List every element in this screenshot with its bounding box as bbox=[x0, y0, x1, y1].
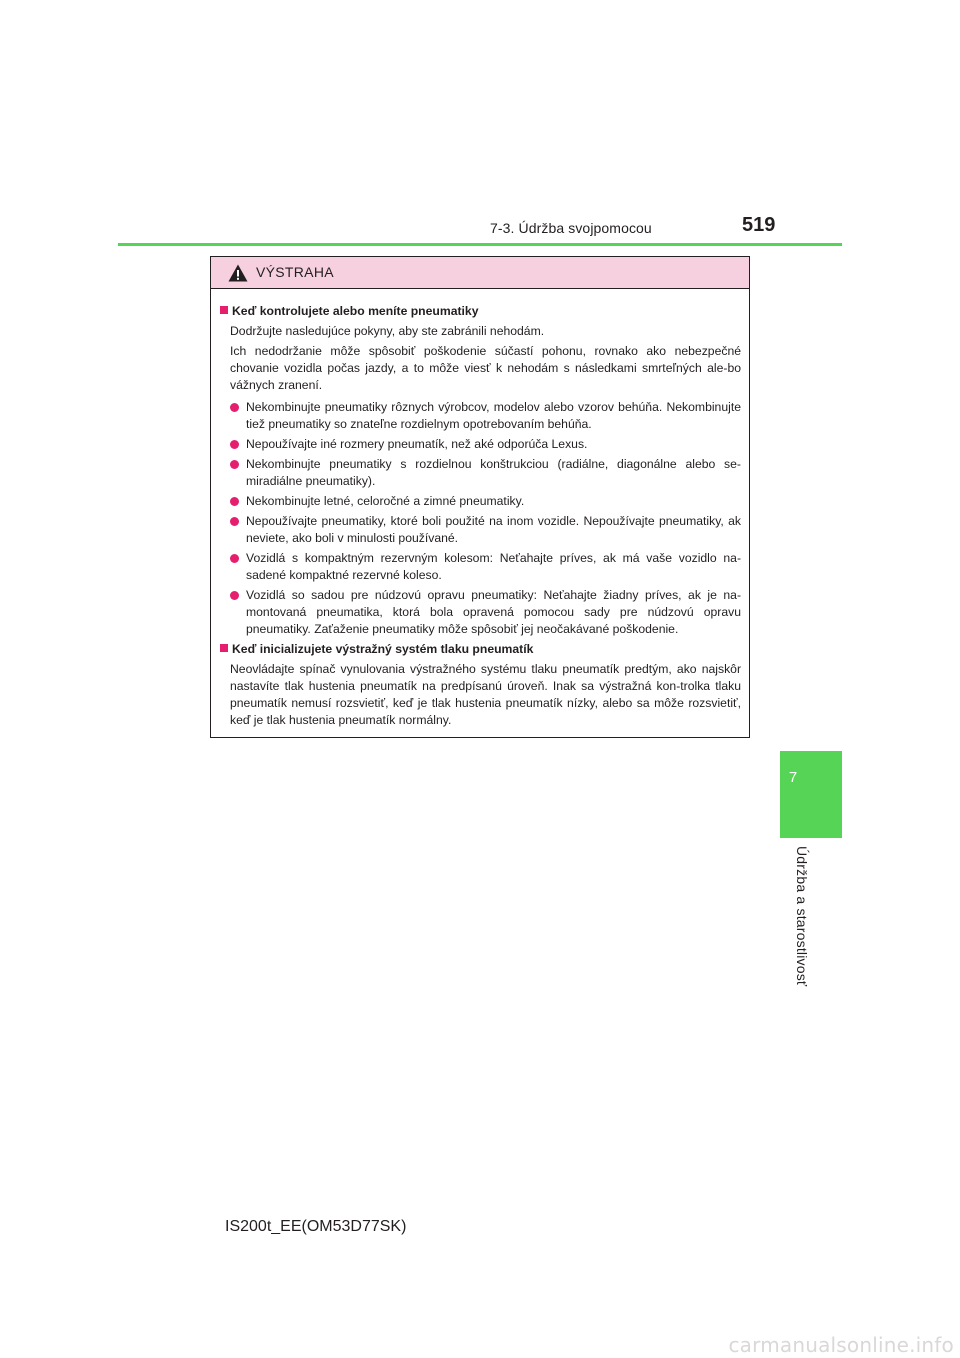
bullet-text: Nepoužívajte pneumatiky, ktoré boli použité na inom vozidle. Nepoužívajte pneumatiky, ak neviete, ako boli v minulosti používané. bbox=[246, 514, 741, 545]
section-heading-text: Keď kontrolujete alebo meníte pneumatiky bbox=[232, 304, 479, 318]
section-heading-text: Keď inicializujete výstražný systém tlaku pneumatík bbox=[232, 642, 534, 656]
warning-body bbox=[211, 289, 749, 729]
chapter-tab[interactable] bbox=[780, 751, 842, 838]
section-heading-tpms-init bbox=[220, 641, 741, 658]
round-bullet-icon bbox=[230, 554, 239, 563]
chapter-tab-number: 7 bbox=[788, 769, 798, 786]
warning-header bbox=[211, 257, 749, 289]
header-rule bbox=[118, 243, 842, 246]
chapter-tab-label: Údržba a starostlivosť bbox=[794, 846, 810, 987]
round-bullet-icon bbox=[230, 403, 239, 412]
bullet-text: Vozidlá s kompaktným rezervným kolesom: Neťahajte príves, ak má vaše vozidlo na-sadené kompaktné rezervné koleso. bbox=[246, 551, 741, 582]
manual-code: IS200t_EE(OM53D77SK) bbox=[225, 1218, 407, 1235]
warning-title: VÝSTRAHA bbox=[256, 264, 334, 280]
round-bullet-icon bbox=[230, 591, 239, 600]
bullet-item bbox=[230, 493, 741, 510]
round-bullet-icon bbox=[230, 440, 239, 449]
bullet-item bbox=[230, 513, 741, 547]
square-bullet-icon bbox=[220, 644, 228, 652]
square-bullet-icon bbox=[220, 306, 228, 314]
bullet-text: Nepoužívajte iné rozmery pneumatík, než aké odporúča Lexus. bbox=[246, 437, 588, 451]
bullet-text: Nekombinujte letné, celoročné a zimné pneumatiky. bbox=[246, 494, 525, 508]
bullet-item bbox=[230, 456, 741, 490]
watermark: carmanualsonline.info bbox=[728, 1333, 954, 1357]
bullet-text: Vozidlá so sadou pre núdzovú opravu pneumatiky: Neťahajte žiadny príves, ak je na-montovaná pneumatika, ktorá bola opravená pomocou sady pre núdzovú opravu pneumatiky. Zaťaženie pneumatiky môže spôsobiť jej neočakávané poškodenie. bbox=[246, 588, 741, 636]
section-heading-tire-check bbox=[220, 303, 741, 320]
bullet-item bbox=[230, 399, 741, 433]
bullet-text: Nekombinujte pneumatiky rôznych výrobcov, modelov alebo vzorov behúňa. Nekombinujte tiež pneumatiky so znateľne rozdielnym opotrebovaním behúňa. bbox=[246, 400, 741, 431]
bullet-item bbox=[230, 550, 741, 584]
paragraph: Ich nedodržanie môže spôsobiť poškodenie súčastí pohonu, rovnako ako nebezpečné chovanie vozidla počas jazdy, a to môže viesť k nehodám s následkami smrteľných ale-bo vážnych zranení. bbox=[230, 344, 741, 392]
paragraph: Neovládajte spínač vynulovania výstražného systému tlaku pneumatík predtým, ako najskôr nastavíte tlak hustenia pneumatík na predpísanú úroveň. Inak sa výstražná kon-trolka tlaku pneumatík nemusí rozsvietiť, keď je tlak hustenia pneumatík nízky, alebo sa môže rozsvietiť, keď je tlak hustenia pneumatík normálny. bbox=[230, 662, 741, 727]
warning-triangle-icon bbox=[228, 264, 248, 282]
page-number: 519 bbox=[742, 214, 776, 236]
round-bullet-icon bbox=[230, 460, 239, 469]
bullet-item bbox=[230, 436, 741, 453]
paragraph: Dodržujte nasledujúce pokyny, aby ste zabránili nehodám. bbox=[230, 324, 545, 338]
header-section-title: 7-3. Údržba svojpomocou bbox=[490, 220, 652, 236]
round-bullet-icon bbox=[230, 497, 239, 506]
bullet-text: Nekombinujte pneumatiky s rozdielnou konštrukciou (radiálne, diagonálne alebo se-miradiálne pneumatiky). bbox=[246, 457, 741, 488]
bullet-item bbox=[230, 587, 741, 638]
warning-box bbox=[210, 256, 750, 738]
round-bullet-icon bbox=[230, 517, 239, 526]
